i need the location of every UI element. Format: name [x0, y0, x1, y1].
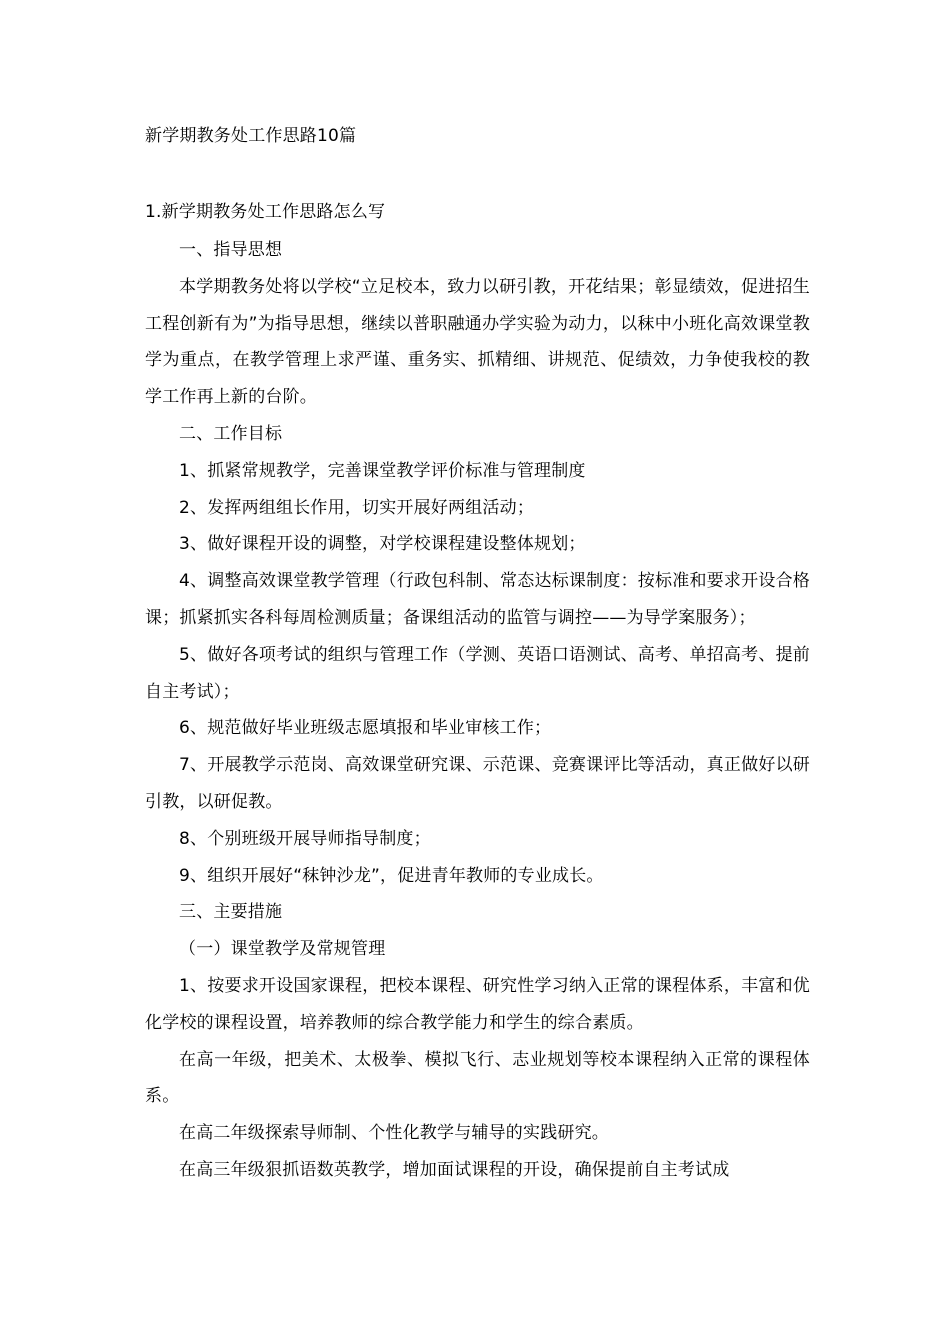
goal-item-2: 2、发挥两组组长作用，切实开展好两组活动； [179, 497, 535, 518]
paragraph-guiding-ideology: 本学期教务处将以学校“立足校本，致力以研引教，开花结果；彰显绩效，促进招生工程创新有为”为指导思想，继续以普职融通办学实验为动力，以秣中小班化高效课堂教学为重点，在教学管理上求严谨、重务实、抓精细、讲规范、促绩效，力争使我校的教学工作再上新的台阶。 [145, 276, 810, 408]
goal-item-8: 8、个别班级开展导师指导制度； [179, 828, 431, 849]
paragraph-grade-three: 在高三年级狠抓语数英教学，增加面试课程的开设，确保提前自主考试成 [179, 1159, 730, 1180]
heading-guiding-ideology: 一、指导思想 [179, 240, 283, 260]
goal-item-6: 6、规范做好毕业班级志愿填报和毕业审核工作； [179, 718, 552, 739]
goal-item-9: 9、组织开展好“秣钟沙龙”，促进青年教师的专业成长。 [179, 865, 604, 886]
heading-main-measures: 三、主要措施 [179, 902, 283, 923]
paragraph-grade-one: 在高一年级，把美术、太极拳、模拟飞行、志业规划等校本课程纳入正常的课程体系。 [145, 1049, 810, 1107]
goal-item-4: 4、调整高效课堂教学管理（行政包科制、常态达标课制度：按标准和要求开设合格课；抓紧抓实各科每周检测质量；备课组活动的监管与调控——为导学案服务）； [145, 571, 810, 628]
section-title: 1.新学期教务处工作思路怎么写 [145, 202, 386, 222]
goal-item-7: 7、开展教学示范岗、高效课堂研究课、示范课、竞赛课评比等活动，真正做好以研引教，以研促教。 [145, 755, 810, 812]
measure-item-1: 1、按要求开设国家课程，把校本课程、研究性学习纳入正常的课程体系，丰富和优化学校的课程设置，培养教师的综合教学能力和学生的综合素质。 [145, 975, 810, 1033]
goal-item-5: 5、做好各项考试的组织与管理工作（学测、英语口语测试、高考、单招高考、提前自主考试）； [145, 644, 810, 702]
heading-work-goals: 二、工作目标 [179, 423, 283, 444]
document-title: 新学期教务处工作思路10篇 [145, 126, 357, 146]
subheading-classroom-teaching: （一）课堂教学及常规管理 [179, 939, 386, 960]
document-body [145, 232, 810, 1189]
goal-item-1: 1、抓紧常规教学，完善课堂教学评价标准与管理制度 [179, 460, 586, 481]
paragraph-grade-two: 在高二年级探索导师制、个性化教学与辅导的实践研究。 [179, 1123, 609, 1144]
goal-item-3: 3、做好课程开设的调整，对学校课程建设整体规划； [179, 534, 586, 555]
